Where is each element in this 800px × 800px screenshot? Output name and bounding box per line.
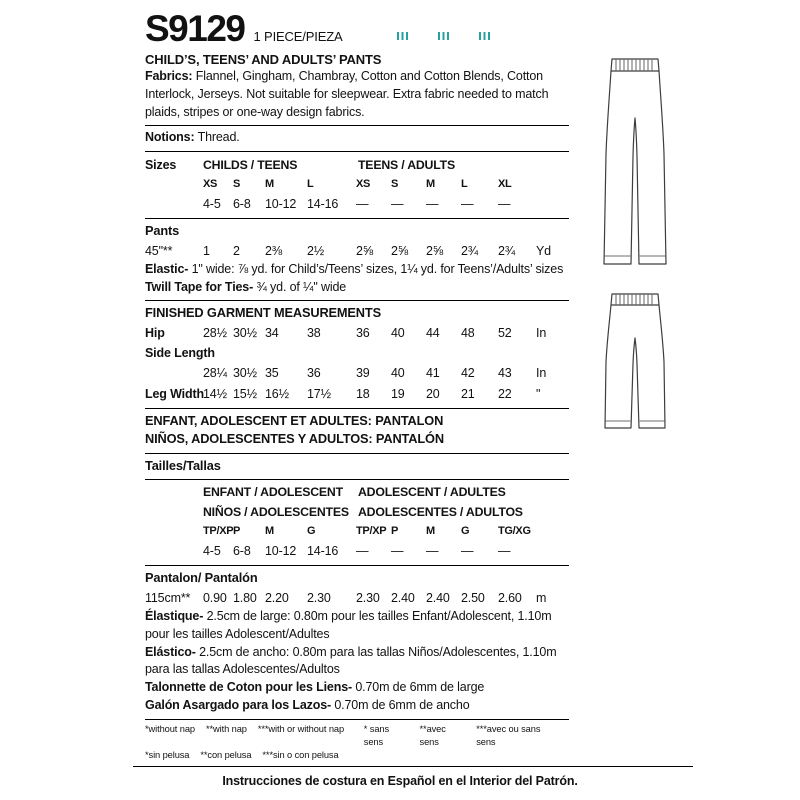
table-cell: 2 [233, 243, 240, 258]
notions-label: Notions: [145, 130, 195, 145]
table-cell: 2⅝ [391, 243, 409, 258]
unit-label: m [536, 590, 547, 605]
table-cell: 30½ [233, 366, 257, 381]
table-cell: 6-8 [233, 544, 251, 559]
unit-label: " [536, 386, 541, 401]
elastico-text: 2.5cm de ancho: 0.80m para las tallas Niños/Adolescentes, 1.10m para las tallas Adolescentes/Adultos [145, 644, 557, 677]
table-cell: **with nap [205, 723, 247, 734]
table-cell: *without nap [145, 723, 195, 734]
table-cell: S [391, 177, 399, 190]
illustration-gap [578, 276, 690, 290]
table-cell: 21 [461, 386, 475, 401]
table-cell: 16½ [265, 386, 289, 401]
talonnette-label: Talonnette de Coton pour les Liens- [145, 680, 353, 695]
table-cell: 43 [498, 366, 512, 381]
galon-label: Galón Asargado para los Lazos- [145, 697, 332, 712]
divider [145, 719, 569, 720]
table-cell: 14½ [203, 386, 227, 401]
elastique-text: 2.5cm de large: 0.80m pour les tailles Enfant/Adolescent, 1.10m pour les tailles Adolescent/Adultes [145, 609, 552, 641]
table-cell: **avec sens [419, 723, 446, 747]
table-cell: M [426, 525, 435, 538]
table-cell: G [307, 525, 316, 538]
tailles-letters-row [145, 523, 569, 541]
divider [145, 300, 569, 301]
table-cell: M [265, 177, 274, 190]
table-cell: 34 [265, 325, 279, 340]
garment-illustrations [578, 54, 690, 438]
table-cell: — [391, 544, 404, 559]
leg-width-cells [203, 384, 533, 404]
table-cell: 2.40 [391, 590, 415, 605]
teal-mark-icon [397, 32, 410, 40]
pantalon-label: Pantalon/ Pantalón [145, 570, 258, 586]
galon-note [145, 697, 569, 715]
elastique-note [145, 608, 569, 644]
table-cell: 30½ [233, 325, 257, 340]
table-cell: 36 [356, 325, 370, 340]
table-cell: 14-16 [307, 544, 339, 559]
notions-text: Thread. [194, 130, 240, 145]
group-ninos-adolescentes: NIÑOS / ADOLESCENTES [203, 505, 349, 520]
pants-front-drawing [581, 54, 687, 276]
table-cell: 10-12 [265, 196, 297, 211]
sizes-group-row [145, 155, 569, 176]
unit-label: Yd [536, 243, 551, 258]
side-length-values-row [145, 363, 569, 383]
table-cell: 6-8 [233, 196, 251, 211]
table-cell: XS [356, 177, 371, 190]
table-cell: 2⅜ [265, 243, 283, 258]
sizes-numbers-row [145, 194, 569, 214]
table-cell: 2.40 [426, 590, 450, 605]
divider [133, 766, 693, 767]
piece-count-label: 1 PIECE/PIEZA [253, 29, 343, 44]
hip-cells [203, 323, 533, 343]
table-cell: 44 [426, 325, 440, 340]
fabrics-label: Fabrics: [145, 69, 193, 83]
heading-french: ENFANT, ADOLESCENT ET ADULTES: PANTALON [145, 412, 444, 428]
table-cell: 38 [307, 325, 321, 340]
table-cell: 17½ [307, 386, 331, 401]
table-cell: 2⅝ [356, 243, 374, 258]
table-cell: L [461, 177, 468, 190]
table-cell: 35 [265, 366, 279, 381]
table-cell: — [498, 196, 511, 211]
footer-note: Instrucciones de costura en Español en el Interior del Patrón. [222, 773, 578, 788]
divider [145, 151, 569, 152]
sizes-letters-row [145, 176, 569, 194]
footnote-line-2 [145, 749, 569, 762]
table-cell: 40 [391, 366, 405, 381]
table-cell: **con pelusa [200, 749, 252, 760]
elastic-note [145, 261, 569, 279]
metric-cells [203, 588, 533, 608]
table-cell: 42 [461, 366, 475, 381]
table-cell: — [498, 544, 511, 559]
table-cell: M [426, 177, 435, 190]
table-cell: S [233, 177, 241, 190]
elastic-label: Elastic- [145, 261, 189, 276]
pattern-number: S9129 [145, 8, 245, 49]
table-cell: — [461, 196, 474, 211]
tailles-number-cells [203, 541, 533, 561]
side-length-label-row [145, 343, 569, 363]
table-cell: TG/XG [498, 525, 531, 538]
footnotes-spanish [145, 749, 350, 762]
group-enfant-adolescent: ENFANT / ADOLESCENT [203, 485, 343, 500]
tailles-group-row-es [145, 503, 569, 523]
table-cell: 2⅝ [426, 243, 444, 258]
table-cell: 20 [426, 386, 440, 401]
elastique-label: Élastique- [145, 609, 204, 624]
heading-spanish: NIÑOS, ADOLESCENTES Y ADULTOS: PANTALÓN [145, 431, 444, 447]
notions-note [145, 129, 569, 147]
teal-mark-icon [438, 32, 451, 40]
table-cell: — [356, 196, 369, 211]
unit-label: In [536, 366, 547, 381]
unit-label: In [536, 325, 547, 340]
talonnette-note [145, 679, 569, 697]
size-letter-cells [203, 176, 533, 194]
table-cell: 18 [356, 386, 370, 401]
twill-tape-note [145, 279, 569, 297]
group-adolescentes-adultos: ADOLESCENTES / ADULTOS [358, 505, 523, 520]
twill-label: Twill Tape for Ties- [145, 279, 254, 294]
group-teens-adults: TEENS / ADULTS [358, 158, 455, 172]
garment-title: CHILD’S, TEENS’ AND ADULTS’ PANTS [145, 52, 382, 67]
table-cell: 15½ [233, 386, 257, 401]
table-cell: 2½ [307, 243, 325, 258]
footnotes-french [364, 723, 569, 749]
divider [145, 453, 569, 454]
leg-width-row [145, 384, 569, 404]
table-cell: — [461, 544, 474, 559]
group-adolescent-adultes: ADOLESCENT / ADULTES [358, 485, 506, 500]
yardage-row [145, 241, 569, 261]
table-cell: 48 [461, 325, 475, 340]
table-cell: 36 [307, 366, 321, 381]
elastico-label: Elástico- [145, 644, 196, 659]
teal-marks [397, 32, 492, 40]
table-cell: 41 [426, 366, 440, 381]
table-cell: ***with or without nap [257, 723, 345, 734]
tailles-group-row-fr [145, 483, 569, 503]
table-cell: P [391, 525, 399, 538]
table-cell: * sans sens [363, 723, 390, 747]
finished-measurements-heading: FINISHED GARMENT MEASUREMENTS [145, 305, 381, 321]
tailles-tallas-label: Tailles/Tallas [145, 457, 221, 473]
table-cell: 2.20 [265, 590, 289, 605]
elastico-note [145, 644, 569, 680]
table-cell: 2.50 [461, 590, 485, 605]
table-cell: TP/XP [203, 525, 234, 538]
divider [145, 479, 569, 480]
table-cell: P [233, 525, 241, 538]
sizes-label: Sizes [145, 158, 177, 172]
talonnette-text: 0.70m de 6mm de large [352, 680, 485, 695]
divider [145, 565, 569, 566]
table-cell: 14-16 [307, 196, 339, 211]
size-number-cells [203, 194, 533, 214]
table-cell: 52 [498, 325, 512, 340]
table-cell: 2.30 [307, 590, 331, 605]
divider [145, 218, 569, 219]
footnotes [145, 723, 569, 762]
fabric-width-label: 45"** [145, 243, 173, 258]
table-cell: 2¾ [461, 243, 479, 258]
yardage-cells [203, 241, 533, 261]
header [145, 10, 569, 47]
table-cell: 1.80 [233, 590, 257, 605]
table-cell: 2.60 [498, 590, 522, 605]
table-cell: M [265, 525, 274, 538]
table-cell: 4-5 [203, 544, 221, 559]
tailles-letter-cells [203, 523, 533, 541]
teal-mark-icon [479, 32, 492, 40]
metric-row [145, 588, 569, 608]
side-length-cells [203, 363, 533, 383]
table-cell: 22 [498, 386, 512, 401]
table-cell: ***avec ou sans sens [476, 723, 541, 747]
table-cell: 40 [391, 325, 405, 340]
table-cell: TP/XP [356, 525, 387, 538]
table-cell: 4-5 [203, 196, 221, 211]
table-cell: 2¾ [498, 243, 516, 258]
tailles-numbers-row [145, 541, 569, 561]
table-cell: 0.90 [203, 590, 227, 605]
hip-label: Hip [145, 325, 165, 340]
table-cell: — [391, 196, 404, 211]
table-cell: 28½ [203, 325, 227, 340]
table-cell: 39 [356, 366, 370, 381]
table-cell: 10-12 [265, 544, 297, 559]
divider [145, 408, 569, 409]
table-cell: — [426, 544, 439, 559]
side-length-label: Side Length [145, 346, 215, 361]
footnotes-english [145, 723, 364, 749]
fabrics-note [145, 68, 569, 121]
text-column [145, 8, 578, 788]
metric-width-label: 115cm** [145, 590, 191, 605]
table-cell: — [356, 544, 369, 559]
table-cell: *sin pelusa [145, 749, 190, 760]
table-cell: XL [498, 177, 512, 190]
leg-width-label: Leg Width [145, 386, 204, 401]
table-cell: 1 [203, 243, 210, 258]
twill-text: ¾ yd. of ¼" wide [253, 279, 347, 294]
elastic-text: 1" wide: ⅞ yd. for Child’s/Teens’ sizes, 1¼ yd. for Teens’/Adults’ sizes [188, 261, 564, 276]
table-cell: 28¼ [203, 366, 227, 381]
galon-text: 0.70m de 6mm de ancho [331, 697, 470, 712]
pants-label: Pants [145, 222, 180, 238]
divider [145, 125, 569, 126]
table-cell: ***sin o con pelusa [262, 749, 339, 760]
table-cell: G [461, 525, 470, 538]
table-cell: 19 [391, 386, 405, 401]
hip-row [145, 323, 569, 343]
group-childs-teens: CHILDS / TEENS [203, 158, 298, 172]
table-cell: L [307, 177, 314, 190]
table-cell: 2.30 [356, 590, 380, 605]
fabrics-text: Flannel, Gingham, Chambray, Cotton and Cotton Blends, Cotton Interlock, Jerseys. Not suitable for sleepwear. Extra fabric needed to match plaids, stripes or one-way design fabrics. [145, 69, 549, 119]
pants-back-drawing [581, 290, 687, 438]
table-cell: — [426, 196, 439, 211]
footnote-line-1 [145, 723, 569, 749]
table-cell: XS [203, 177, 218, 190]
